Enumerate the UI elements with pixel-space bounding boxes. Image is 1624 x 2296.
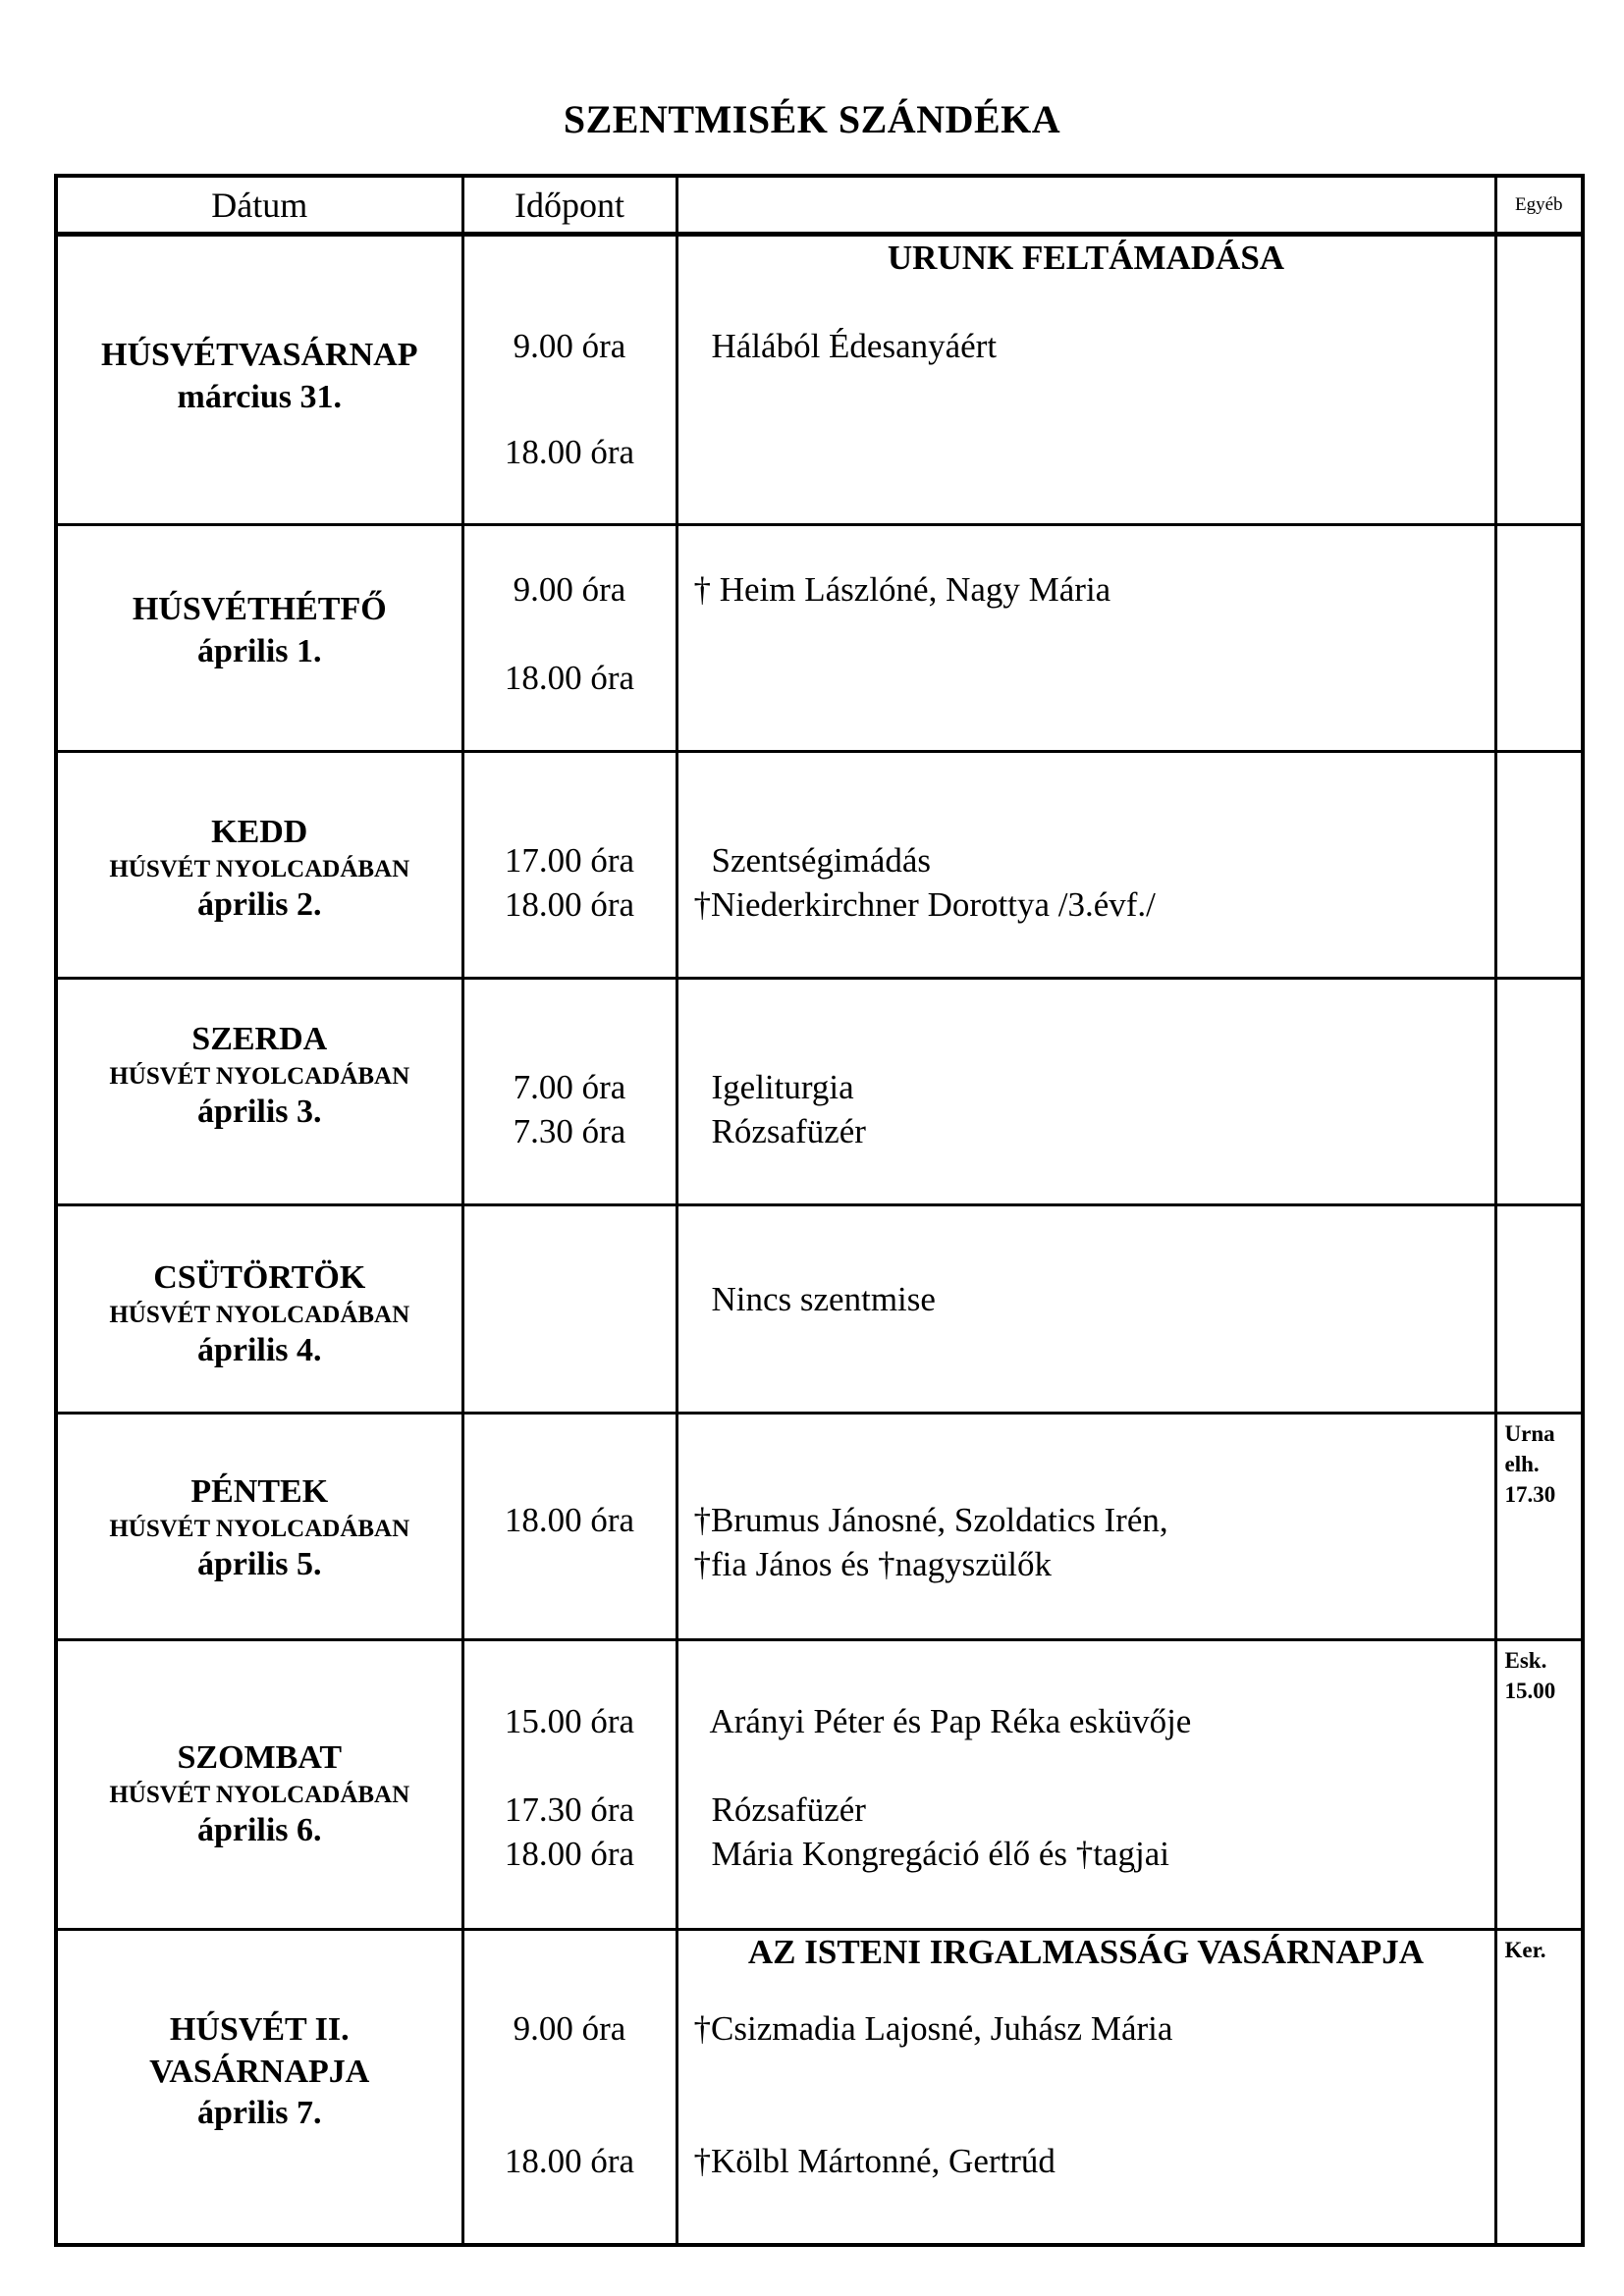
intention-text: Nincs szentmise <box>711 1280 936 1318</box>
time-value: 7.00 óra <box>513 1068 626 1106</box>
intention-text: Mária Kongregáció élő és †tagjai <box>711 1835 1169 1873</box>
day-label: KEDD HÚSVÉT NYOLCADÁBAN április 2. <box>109 814 410 923</box>
time-value: 18.00 óra <box>504 1501 635 1539</box>
table-row <box>56 1640 1583 1930</box>
table-row <box>56 1414 1583 1640</box>
time-value: 9.00 óra <box>513 2009 626 2048</box>
day-label: CSÜTÖRTÖK HÚSVÉT NYOLCADÁBAN április 4. <box>109 1259 410 1368</box>
time-value: 17.00 óra <box>504 841 635 880</box>
header-datum: Dátum <box>56 176 462 235</box>
time-value: 9.00 óra <box>513 327 626 365</box>
time-value: 15.00 óra <box>504 1702 635 1740</box>
intention-text: Rózsafüzér <box>711 1790 866 1829</box>
other-note: Urna elh. 17.30 <box>1504 1421 1556 1508</box>
intention-text: Hálából Édesanyáért <box>711 327 998 365</box>
intention-text: †Niederkirchner Dorottya /3.évf./ <box>693 885 1156 924</box>
day-label: PÉNTEK HÚSVÉT NYOLCADÁBAN április 5. <box>109 1473 410 1582</box>
time-value: 9.00 óra <box>513 570 626 609</box>
header-egyeb: Egyéb <box>1495 176 1583 235</box>
intention-text: †Kölbl Mártonné, Gertrúd <box>693 2142 1056 2180</box>
mass-schedule-table <box>54 174 1585 2247</box>
table-row <box>56 752 1583 979</box>
time-value: 18.00 óra <box>504 2142 635 2180</box>
feast-heading: URUNK FELTÁMADÁSA <box>887 239 1285 277</box>
time-value: 7.30 óra <box>513 1112 626 1150</box>
day-label: HÚSVÉT II. VASÁRNAPJA április 7. <box>149 2011 370 2131</box>
other-note: Ker. <box>1504 1938 1546 1962</box>
day-label: SZERDA HÚSVÉT NYOLCADÁBAN április 3. <box>109 1021 410 1130</box>
intention-text: †fia János és †nagyszülők <box>693 1545 1053 1583</box>
table-row <box>56 979 1583 1205</box>
intention-text: †Csizmadia Lajosné, Juhász Mária <box>693 2009 1173 2048</box>
day-label: HÚSVÉTVASÁRNAP március 31. <box>101 337 418 415</box>
time-value: 18.00 óra <box>504 885 635 924</box>
intention-text: Rózsafüzér <box>711 1112 866 1150</box>
intention-text: Igeliturgia <box>711 1068 854 1106</box>
time-value: 18.00 óra <box>504 1835 635 1873</box>
header-idopont: Időpont <box>462 176 677 235</box>
table-row <box>56 525 1583 752</box>
day-label: HÚSVÉTHÉTFŐ április 1. <box>132 591 387 669</box>
feast-heading: AZ ISTENI IRGALMASSÁG VASÁRNAPJA <box>747 1933 1425 1971</box>
table-header-row <box>56 176 1583 235</box>
intention-text: † Heim Lászlóné, Nagy Mária <box>693 570 1111 609</box>
page-title: SZENTMISÉK SZÁNDÉKA <box>563 97 1061 141</box>
intention-text: Arányi Péter és Pap Réka esküvője <box>709 1702 1192 1740</box>
day-label: SZOMBAT HÚSVÉT NYOLCADÁBAN április 6. <box>109 1739 410 1848</box>
intention-text: Szentségimádás <box>711 841 932 880</box>
table-row <box>56 235 1583 525</box>
table-row <box>56 1930 1583 2246</box>
time-value: 18.00 óra <box>504 433 635 471</box>
other-note: Esk. 15.00 <box>1504 1648 1556 1704</box>
table-row <box>56 1205 1583 1414</box>
header-intention <box>677 176 1495 235</box>
time-value: 17.30 óra <box>504 1790 635 1829</box>
time-value: 18.00 óra <box>504 659 635 697</box>
intention-text: †Brumus Jánosné, Szoldatics Irén, <box>693 1501 1168 1539</box>
